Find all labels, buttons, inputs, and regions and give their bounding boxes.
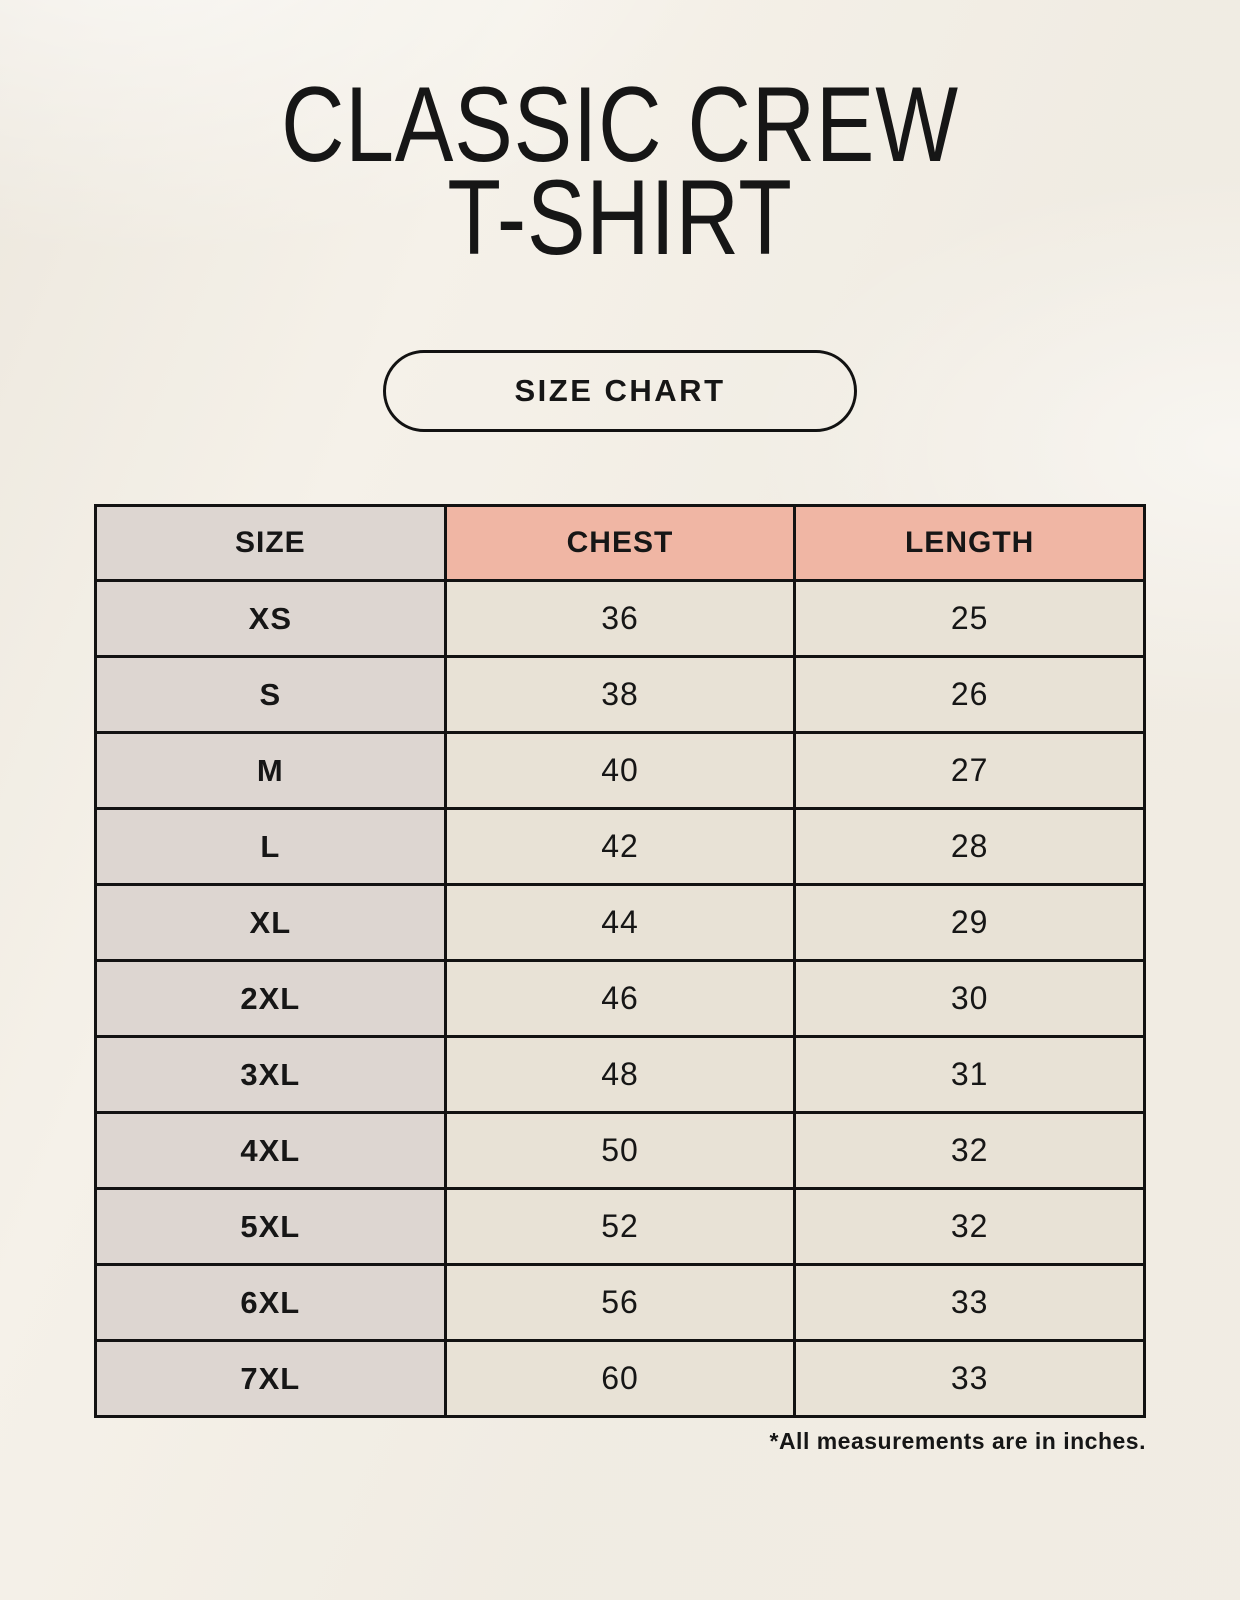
length-value-cell: 33 bbox=[795, 1341, 1145, 1417]
length-value-cell: 31 bbox=[795, 1037, 1145, 1113]
table-row bbox=[96, 581, 1145, 657]
chest-value-cell: 38 bbox=[445, 657, 795, 733]
size-label-cell: M bbox=[96, 733, 446, 809]
table-row bbox=[96, 733, 1145, 809]
column-header-size: SIZE bbox=[96, 506, 446, 581]
length-value-cell: 30 bbox=[795, 961, 1145, 1037]
size-table-container bbox=[94, 504, 1146, 1418]
size-label-cell: XL bbox=[96, 885, 446, 961]
page-title bbox=[112, 0, 1129, 277]
length-value-cell: 28 bbox=[795, 809, 1145, 885]
chest-value-cell: 42 bbox=[445, 809, 795, 885]
chest-value-cell: 50 bbox=[445, 1113, 795, 1189]
table-row bbox=[96, 657, 1145, 733]
chest-value-cell: 36 bbox=[445, 581, 795, 657]
chest-value-cell: 48 bbox=[445, 1037, 795, 1113]
length-value-cell: 26 bbox=[795, 657, 1145, 733]
table-row bbox=[96, 961, 1145, 1037]
table-row bbox=[96, 809, 1145, 885]
measurements-footnote: *All measurements are in inches. bbox=[769, 1428, 1146, 1454]
page-title-line-2: T-SHIRT bbox=[447, 157, 793, 277]
chest-value-cell: 44 bbox=[445, 885, 795, 961]
size-label-cell: L bbox=[96, 809, 446, 885]
length-value-cell: 32 bbox=[795, 1189, 1145, 1265]
length-value-cell: 33 bbox=[795, 1265, 1145, 1341]
size-label-cell: 4XL bbox=[96, 1113, 446, 1189]
chest-value-cell: 40 bbox=[445, 733, 795, 809]
size-table-body bbox=[96, 581, 1145, 1417]
column-header-length: LENGTH bbox=[795, 506, 1145, 581]
page-title-line-1: CLASSIC CREW bbox=[281, 64, 959, 184]
size-table-header bbox=[96, 506, 1145, 581]
chest-value-cell: 56 bbox=[445, 1265, 795, 1341]
size-label-cell: 3XL bbox=[96, 1037, 446, 1113]
chest-value-cell: 46 bbox=[445, 961, 795, 1037]
table-row bbox=[96, 1113, 1145, 1189]
chest-value-cell: 60 bbox=[445, 1341, 795, 1417]
size-label-cell: S bbox=[96, 657, 446, 733]
length-value-cell: 29 bbox=[795, 885, 1145, 961]
header-row bbox=[96, 506, 1145, 581]
size-table bbox=[94, 504, 1146, 1418]
size-chart-button-row bbox=[0, 350, 1240, 432]
size-label-cell: 6XL bbox=[96, 1265, 446, 1341]
table-row bbox=[96, 1189, 1145, 1265]
table-row bbox=[96, 885, 1145, 961]
table-row bbox=[96, 1037, 1145, 1113]
size-label-cell: XS bbox=[96, 581, 446, 657]
table-row bbox=[96, 1341, 1145, 1417]
size-label-cell: 7XL bbox=[96, 1341, 446, 1417]
size-label-cell: 5XL bbox=[96, 1189, 446, 1265]
size-label-cell: 2XL bbox=[96, 961, 446, 1037]
table-row bbox=[96, 1265, 1145, 1341]
length-value-cell: 25 bbox=[795, 581, 1145, 657]
length-value-cell: 27 bbox=[795, 733, 1145, 809]
chest-value-cell: 52 bbox=[445, 1189, 795, 1265]
size-chart-button[interactable]: SIZE CHART bbox=[383, 350, 857, 432]
column-header-chest: CHEST bbox=[445, 506, 795, 581]
length-value-cell: 32 bbox=[795, 1113, 1145, 1189]
